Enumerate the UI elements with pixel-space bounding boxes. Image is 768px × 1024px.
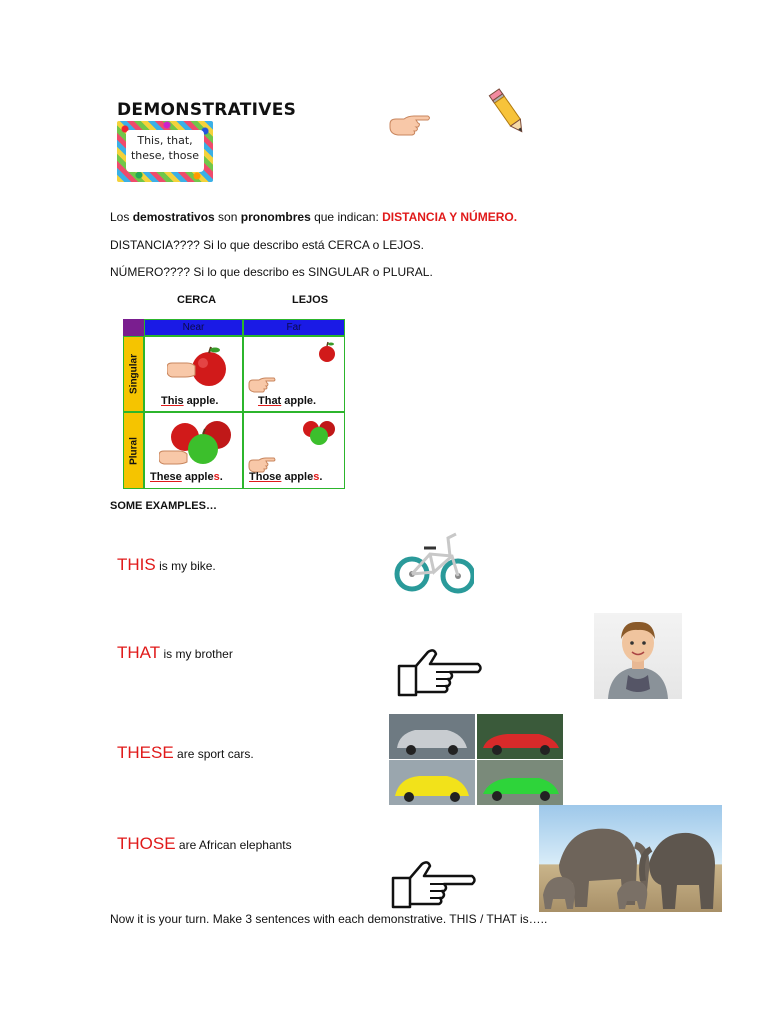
row-singular bbox=[123, 336, 144, 412]
intro-text-e: que indican: bbox=[310, 210, 383, 224]
elephants-photo bbox=[539, 805, 722, 912]
example-rest-these: are sport cars. bbox=[173, 747, 254, 761]
intro-paragraph-2: DISTANCIA???? Si lo que describo está CERCA o LEJOS. bbox=[110, 238, 424, 252]
example-those bbox=[117, 834, 292, 854]
word-these: These bbox=[150, 471, 182, 483]
pointing-hand-icon bbox=[388, 110, 432, 138]
elephants-icon bbox=[539, 805, 722, 912]
apples-with-hand-icon bbox=[159, 415, 239, 471]
page-title: DEMONSTRATIVES bbox=[117, 100, 297, 120]
apple-with-hand-icon bbox=[167, 345, 231, 391]
intro-text-c: son bbox=[214, 210, 241, 224]
example-word-those: THOSE bbox=[117, 834, 176, 853]
noun-those: apple bbox=[281, 471, 314, 483]
intro-pronombres: pronombres bbox=[240, 210, 311, 224]
example-rest-that: is my brother bbox=[160, 647, 233, 661]
dot-these: . bbox=[219, 471, 223, 483]
bike-icon bbox=[394, 528, 474, 596]
row-singular-label: Singular bbox=[128, 353, 139, 395]
example-rest-those: are African elephants bbox=[175, 838, 292, 852]
pencil-icon bbox=[486, 86, 530, 138]
apple-icon bbox=[316, 341, 338, 363]
examples-heading: SOME EXAMPLES… bbox=[110, 500, 217, 512]
closing-instruction: Now it is your turn. Make 3 sentences with each demonstrative. THIS / THAT is….. bbox=[110, 912, 548, 926]
cell-that-caption bbox=[258, 395, 316, 407]
cell-those-apples bbox=[243, 412, 345, 489]
cell-this-apple bbox=[144, 336, 243, 412]
table-header-far: Far bbox=[243, 319, 345, 336]
word-this: This bbox=[161, 395, 184, 407]
cell-those-caption bbox=[249, 471, 322, 483]
word-those: Those bbox=[249, 471, 282, 483]
cars-icon bbox=[389, 714, 563, 805]
row-plural bbox=[123, 412, 144, 489]
table-corner bbox=[123, 319, 144, 336]
example-this bbox=[117, 555, 216, 575]
demonstratives-tile bbox=[117, 121, 213, 182]
example-that bbox=[117, 643, 233, 663]
intro-paragraph-1 bbox=[110, 210, 517, 224]
tile-line-1: This, that, bbox=[137, 134, 193, 147]
example-word-that: THAT bbox=[117, 643, 161, 662]
boy-icon bbox=[594, 613, 682, 699]
tile-line-2: these, those bbox=[130, 149, 200, 162]
apples-icon bbox=[299, 417, 341, 447]
brother-photo bbox=[594, 613, 682, 699]
example-rest-this: is my bike. bbox=[155, 559, 216, 573]
demonstratives-table bbox=[123, 319, 345, 489]
plural-s-these: s bbox=[213, 471, 220, 483]
pointing-hand-icon bbox=[248, 375, 276, 393]
noun-these: apple bbox=[181, 471, 214, 483]
word-that: That bbox=[258, 395, 282, 407]
outline-hand-icon bbox=[390, 858, 478, 912]
cell-these-caption bbox=[150, 471, 223, 483]
heading-lejos: LEJOS bbox=[292, 294, 329, 306]
heading-cerca: CERCA bbox=[177, 294, 217, 306]
table-header-near: Near bbox=[144, 319, 243, 336]
cell-this-caption bbox=[161, 395, 218, 407]
row-plural-label: Plural bbox=[128, 436, 139, 465]
cell-these-apples bbox=[144, 412, 243, 489]
plural-s-those: s bbox=[313, 471, 320, 483]
example-these bbox=[117, 743, 254, 763]
intro-distancia-numero: DISTANCIA Y NÚMERO. bbox=[382, 210, 518, 224]
cell-that-apple bbox=[243, 336, 345, 412]
intro-paragraph-3: NÚMERO???? Si lo que describo es SINGULAR o PLURAL. bbox=[110, 265, 433, 279]
intro-text-a: Los bbox=[110, 210, 133, 224]
noun-this: apple. bbox=[183, 395, 219, 407]
example-word-these: THESE bbox=[117, 743, 174, 762]
sport-cars-photo bbox=[389, 714, 563, 805]
intro-demostrativos: demostrativos bbox=[132, 210, 215, 224]
outline-hand-icon bbox=[396, 646, 484, 698]
tile-text bbox=[126, 130, 204, 172]
dot-those: . bbox=[319, 471, 323, 483]
example-word-this: THIS bbox=[117, 555, 156, 574]
noun-that: apple. bbox=[281, 395, 317, 407]
